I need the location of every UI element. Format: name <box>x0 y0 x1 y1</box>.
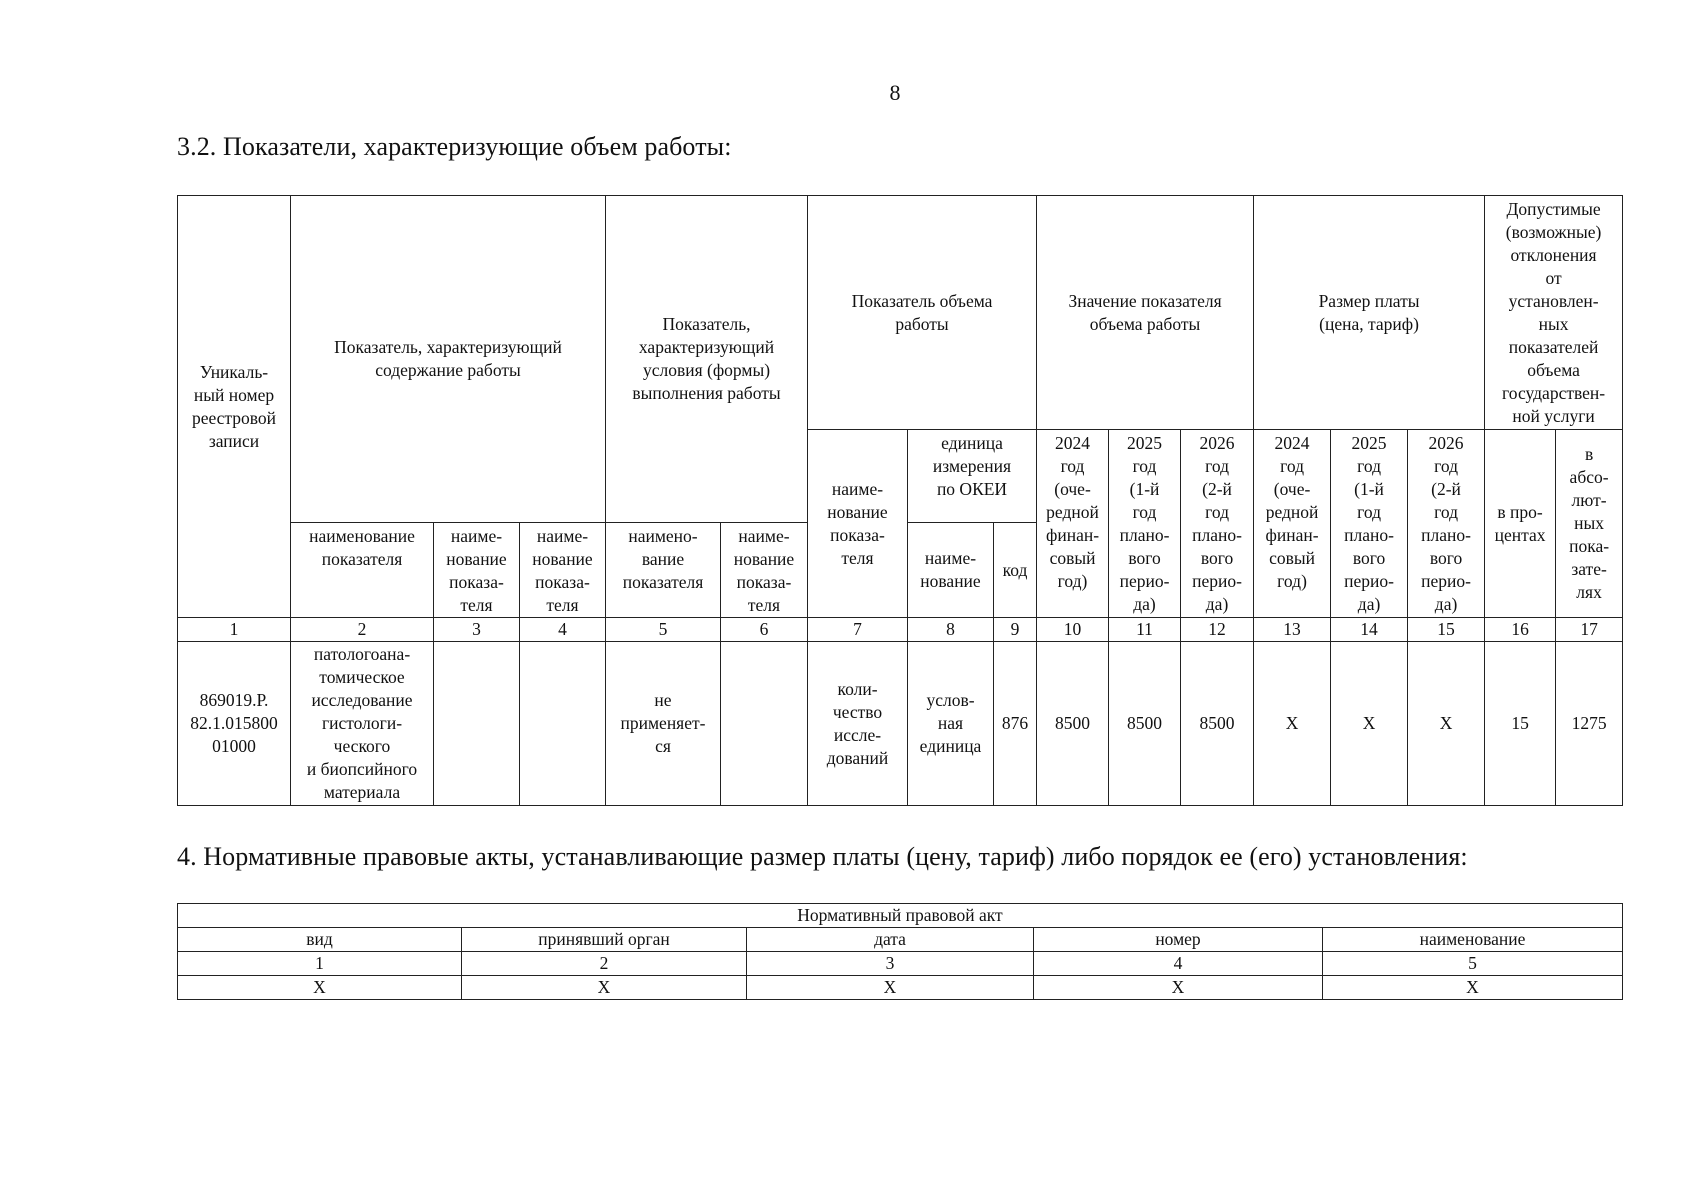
header-okei-code: код <box>994 523 1037 618</box>
col-number: 6 <box>721 618 808 642</box>
col-number: 17 <box>1556 618 1623 642</box>
col-number: 5 <box>606 618 721 642</box>
col-number: 2 <box>291 618 434 642</box>
work-volume-table <box>177 195 1623 806</box>
col-number: 15 <box>1408 618 1485 642</box>
cell-registry-number: 869019.Р. 82.1.015800 01000 <box>178 642 291 806</box>
acts-col-header: вид <box>178 928 462 952</box>
header-cond-name-1: наимено- вание показателя <box>606 523 721 618</box>
header-dev-absolute: в абсо- лют- ных пока- зате- лях <box>1556 430 1623 618</box>
section-title-4: 4. Нормативные правовые акты, устанавливающие размер платы (цену, тариф) либо порядок ее (его) установления: <box>177 842 1468 871</box>
acts-col-number: 2 <box>462 952 747 976</box>
col-number: 1 <box>178 618 291 642</box>
acts-header: Нормативный правовой акт <box>178 904 1623 928</box>
cell-value-2025: 8500 <box>1109 642 1181 806</box>
header-okei-name: наиме- нование <box>908 523 994 618</box>
cell-volume-name: коли- чество иссле- дований <box>808 642 908 806</box>
acts-col-number: 1 <box>178 952 462 976</box>
page-number: 8 <box>889 80 901 105</box>
acts-col-header: номер <box>1034 928 1323 952</box>
header-okei-unit: единица измерения по ОКЕИ <box>908 430 1037 523</box>
normative-acts-table <box>177 903 1623 1000</box>
acts-col-number: 5 <box>1323 952 1623 976</box>
header-volume-value: Значение показателя объема работы <box>1037 196 1254 430</box>
col-number: 12 <box>1181 618 1254 642</box>
cell-okei-name: услов- ная единица <box>908 642 994 806</box>
cell-cond-1: не применяет- ся <box>606 642 721 806</box>
header-volume-name: наиме- нование показа- теля <box>808 430 908 618</box>
acts-cell: Х <box>1034 976 1323 1000</box>
header-fee-size: Размер платы (цена, тариф) <box>1254 196 1485 430</box>
header-content-name-3: наиме- нование показа- теля <box>520 523 606 618</box>
acts-col-number: 3 <box>747 952 1034 976</box>
acts-col-number: 4 <box>1034 952 1323 976</box>
header-fee-2024: 2024 год (оче- редной финан- совый год) <box>1254 430 1331 618</box>
cell-content-2 <box>434 642 520 806</box>
header-value-2026: 2026 год (2-й год плано- вого перио- да) <box>1181 430 1254 618</box>
section-title-3-2: 3.2. Показатели, характеризующие объем работы: <box>177 132 732 161</box>
cell-dev-absolute: 1275 <box>1556 642 1623 806</box>
col-number: 11 <box>1109 618 1181 642</box>
header-cond-name-2: наиме- нование показа- теля <box>721 523 808 618</box>
col-number: 9 <box>994 618 1037 642</box>
acts-col-header: наименование <box>1323 928 1623 952</box>
header-value-2024: 2024 год (оче- редной финан- совый год) <box>1037 430 1109 618</box>
header-content-name-1: наименование показателя <box>291 523 434 618</box>
col-number: 7 <box>808 618 908 642</box>
header-unique-number: Уникаль- ный номер реестровой записи <box>178 196 291 618</box>
cell-fee-2026: Х <box>1408 642 1485 806</box>
acts-col-header: дата <box>747 928 1034 952</box>
cell-value-2026: 8500 <box>1181 642 1254 806</box>
col-number: 13 <box>1254 618 1331 642</box>
col-number: 3 <box>434 618 520 642</box>
acts-cell: Х <box>1323 976 1623 1000</box>
cell-value-2024: 8500 <box>1037 642 1109 806</box>
header-value-2025: 2025 год (1-й год плано- вого перио- да) <box>1109 430 1181 618</box>
col-number: 4 <box>520 618 606 642</box>
header-conditions-indicator: Показатель, характеризующий условия (формы) выполнения работы <box>606 196 808 523</box>
header-volume-indicator: Показатель объема работы <box>808 196 1037 430</box>
cell-content-3 <box>520 642 606 806</box>
cell-okei-code: 876 <box>994 642 1037 806</box>
cell-fee-2024: Х <box>1254 642 1331 806</box>
table-row <box>178 642 1623 806</box>
col-number: 8 <box>908 618 994 642</box>
cell-cond-2 <box>721 642 808 806</box>
col-number: 10 <box>1037 618 1109 642</box>
col-number: 16 <box>1485 618 1556 642</box>
header-fee-2026: 2026 год (2-й год плано- вого перио- да) <box>1408 430 1485 618</box>
header-deviations: Допустимые (возможные) отклонения от установлен- ных показателей объема государствен- ной услуги <box>1485 196 1623 430</box>
cell-dev-percent: 15 <box>1485 642 1556 806</box>
header-content-indicator: Показатель, характеризующий содержание работы <box>291 196 606 523</box>
acts-col-header: принявший орган <box>462 928 747 952</box>
header-content-name-2: наиме- нование показа- теля <box>434 523 520 618</box>
cell-fee-2025: Х <box>1331 642 1408 806</box>
header-dev-percent: в про- центах <box>1485 430 1556 618</box>
acts-cell: Х <box>747 976 1034 1000</box>
acts-cell: Х <box>462 976 747 1000</box>
table-row <box>178 976 1623 1000</box>
cell-content-1: патологоана- томическое исследование гистологи- ческого и биопсийного материала <box>291 642 434 806</box>
header-fee-2025: 2025 год (1-й год плано- вого перио- да) <box>1331 430 1408 618</box>
acts-cell: Х <box>178 976 462 1000</box>
col-number: 14 <box>1331 618 1408 642</box>
